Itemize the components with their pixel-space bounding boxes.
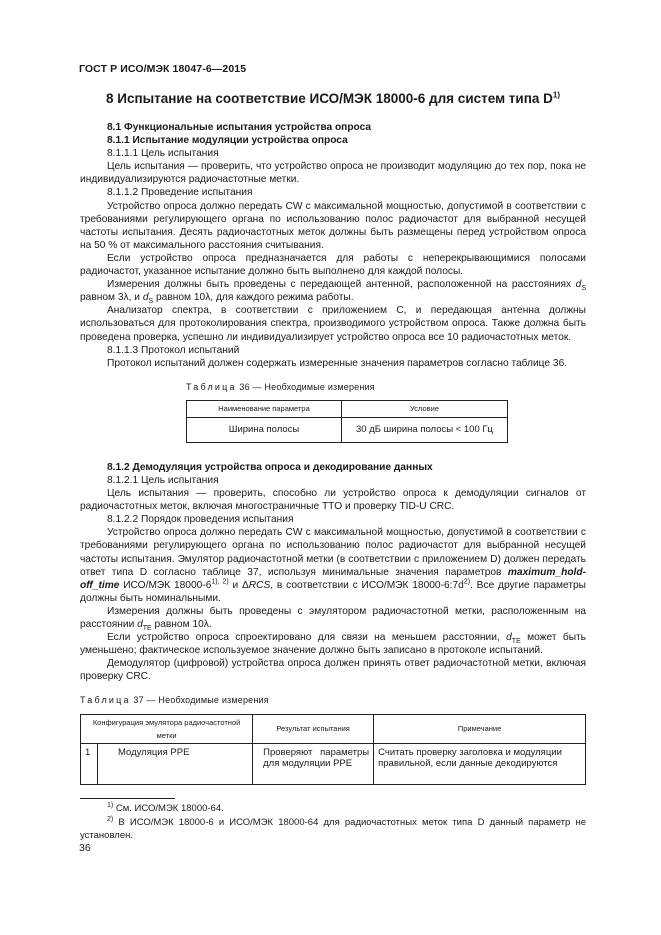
heading-8-1-1-2: 8.1.1.2 Проведение испытания (107, 187, 253, 199)
paragraph: Демодулятор (цифровой) устройства опроса должен принять ответ радиочастотной метки, включая проверку CRC. (80, 658, 586, 683)
footnote: $^{1)}$ См. ИСО/МЭК 18000-64. (107, 801, 224, 814)
table-cell: Ширина полосы (187, 417, 342, 442)
heading-8-1: 8.1 Функциональные испытания устройства опроса (107, 122, 372, 133)
column-header: Условие (342, 400, 508, 417)
table-36-caption: Таблица 36 — Необходимые измерения (186, 381, 375, 392)
column-header: Конфигурация эмулятора радиочастотной метки (81, 714, 253, 743)
heading-8-1-2-2: 8.1.2.2 Порядок проведения испытания (107, 514, 294, 526)
table-cell: 30 дБ ширина полосы < 100 Гц (342, 417, 508, 442)
paragraph: Измерения должны быть проведены с эмулятором радиочастотной метки, расположенным на расстоянии $d_{TE}$ равном 10λ. (80, 605, 586, 633)
table-cell: Считать проверку заголовка и модуляции правильной, если данные декодируются (374, 743, 586, 784)
table-header-row (187, 400, 508, 417)
heading-8-1-2: 8.1.2 Демодуляция устройства опроса и декодирование данных (107, 461, 433, 473)
footnote: $^{2)}$ В ИСО/МЭК 18000-6 и ИСО/МЭК 18000-64 для радиочастотных меток типа D данный параметр не установлен. (80, 815, 586, 841)
paragraph: Устройство опроса должно передать CW с максимальной мощностью, допустимой в соответствии с требованиями регулирующего органа по использованию полос радиочастот для выбранной несущей частоты испытания. Десять радиочастотных меток должны быть размещены перед устройством опроса на 50 % от максимального расстояния считывания. (80, 200, 586, 251)
paragraph: Устройство опроса должно передать CW с максимальной мощностью, допустимой в соответствии с требованиями регулирующего органа по использованию полос радиочастот для выбранной несущей частоты испытания. Эмулятор радиочастотной метки (в соответствии с приложением D) должен передать ответ типа D согласно таблице 37, используя минимальные значения параметров maximum_hold-off_time ИСО/МЭК $18000-6^{1), 2)}$ и ΔRCS, в соответствии с ИСО/МЭК $18000-6:7d^{2)}$. Все другие параметры должны быть номинальными. (80, 527, 586, 604)
section-8-title: 8 Испытание на соответствие ИСО/МЭК 18000-6 для систем типа $D^{1)}$ (106, 90, 561, 106)
paragraph: Протокол испытаний должен содержать измеренные значения параметров согласно таблице 36. (107, 357, 568, 369)
paragraph: Цель испытания — проверить, способно ли устройство опроса к демодуляции сигналов от радиочастотных меток, включая многостраничные TTO и проверку TID-U CRC. (80, 488, 586, 513)
column-header: Результат испытания (253, 714, 374, 743)
page-number: 36 (79, 842, 91, 854)
heading-8-1-1: 8.1.1 Испытание модуляции устройства опроса (107, 135, 348, 147)
table-cell: Проверяют параметры для модуляции PPE (253, 743, 374, 784)
heading-8-1-1-1: 8.1.1.1 Цель испытания (107, 148, 219, 160)
table-row (187, 417, 508, 442)
paragraph: Измерения должны быть проведены с передающей антенной, расположенной на расстояниях $d_S$ равном 3λ, и $d_S$ равном 10λ, для каждого режима работы. (80, 279, 586, 306)
heading-8-1-2-1: 8.1.2.1 Цель испытания (107, 474, 219, 486)
table-row (81, 743, 586, 784)
table-36 (186, 400, 508, 443)
main-content (80, 121, 586, 785)
paragraph: Цель испытания — проверить, что устройство опроса не производит модуляцию до тех пор, пока не индивидуализируются радиочастотные метки. (80, 161, 586, 186)
table-37 (80, 714, 586, 785)
footnote-ref: 1) (552, 90, 561, 100)
paragraph: Если устройство опроса предназначается для работы с неперекрывающимися полосами радиочастот, указанное испытание должно быть выполнено для каждой полосы. (80, 252, 586, 278)
footnote-divider (80, 798, 175, 799)
heading-8-1-1-3: 8.1.1.3 Протокол испытаний (107, 344, 240, 356)
running-header: ГОСТ Р ИСО/МЭК 18047-6—2015 (79, 63, 247, 75)
table-header-row (81, 714, 586, 743)
column-header: Наименование параметра (187, 400, 342, 417)
table-cell: Модуляция PPE (98, 743, 253, 784)
table-37-caption: Таблица 37 — Необходимые измерения (80, 695, 269, 706)
paragraph: Если устройство опроса спроектировано для связи на меньшем расстоянии, $d_{TE}$ может быть уменьшено; фактическое используемое значение должно быть записано в протоколе испытаний. (80, 632, 586, 657)
paragraph: Анализатор спектра, в соответствии с приложением С, и передающая антенна должны использоваться для протоколирования спектра, производимого устройством опроса. Также должна быть проведена проверка, успешно ли индивидуализирует устройство опроса все 10 радиочастотных меток. (80, 305, 586, 343)
column-header: Примечание (374, 714, 586, 743)
table-cell: 1 (81, 743, 98, 784)
